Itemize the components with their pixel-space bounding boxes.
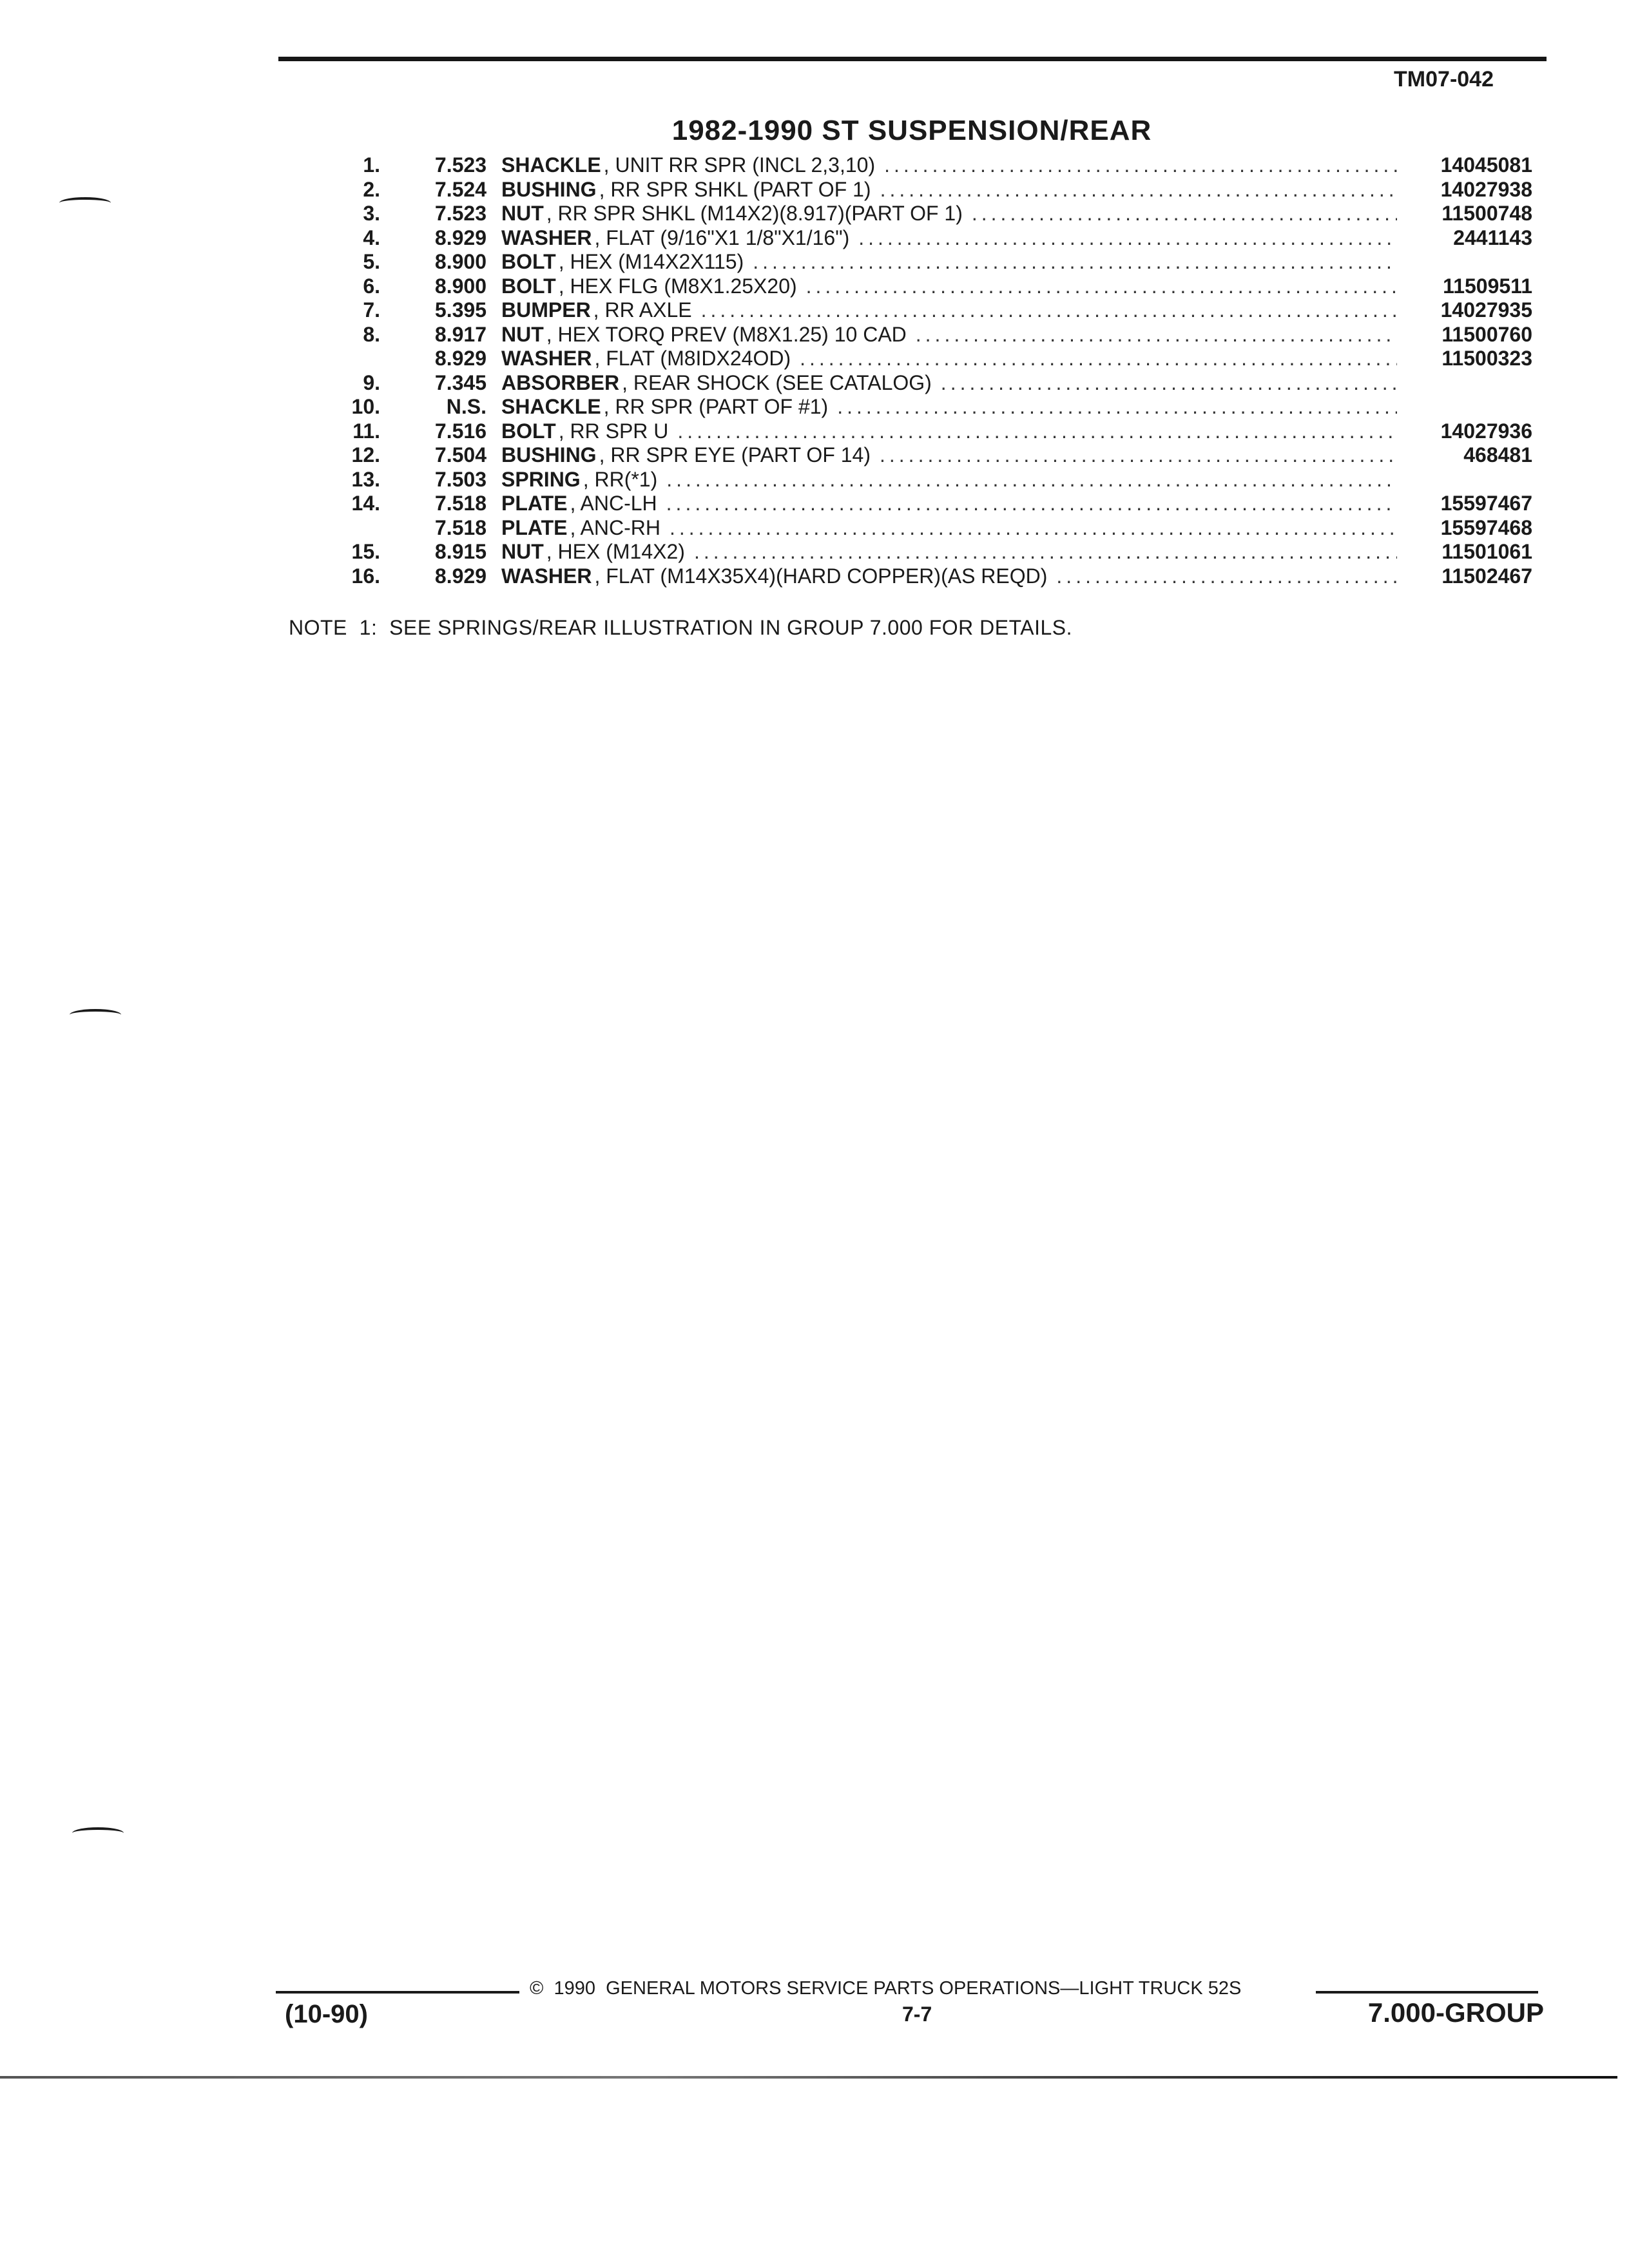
part-description [501,419,1397,444]
part-name: ABSORBER [501,370,620,394]
part-spec: , RR SPR (PART OF #1) [603,395,829,418]
item-number: 6. [363,274,380,298]
dot-leader [916,323,1397,347]
item-number: 3. [363,202,380,225]
part-spec: , HEX FLG (M8X1.25X20) [558,274,797,298]
dot-leader [670,516,1397,541]
part-number: 2441143 [1453,226,1532,249]
group-number: 7.503 [434,467,487,491]
dot-leader [806,274,1397,299]
part-number: 11500748 [1441,202,1532,225]
part-spec: , FLAT (M8IDX24OD) [594,347,791,370]
part-row [0,226,1629,251]
part-name: SHACKLE [501,153,601,177]
part-name: BUSHING [501,443,597,466]
dot-leader [666,492,1397,516]
dot-leader [941,371,1397,396]
part-name: PLATE [501,492,568,515]
part-row [0,395,1629,419]
dot-leader [884,153,1397,178]
group-number: 8.900 [434,274,487,298]
part-number: 11501061 [1441,540,1532,563]
part-description [501,250,1397,274]
part-number: 15597468 [1440,515,1532,539]
group-number: 8.917 [434,322,487,346]
part-number: 11500760 [1441,322,1532,346]
part-name: PLATE [501,515,568,539]
part-row [0,371,1629,396]
part-row [0,323,1629,347]
group-number: 7.518 [434,515,487,539]
part-spec: , HEX TORQ PREV (M8X1.25) 10 CAD [546,322,907,346]
part-number: 11500323 [1441,347,1532,370]
part-number: 11509511 [1443,274,1532,298]
part-name: SHACKLE [501,395,601,418]
part-description [501,202,1397,226]
part-row [0,468,1629,492]
group-number: 7.518 [434,492,487,515]
document-code: TM07-042 [1394,67,1494,91]
group-number: N.S. [446,395,487,418]
dot-leader [880,178,1397,202]
part-name: SPRING [501,467,581,491]
part-number: 15597467 [1440,492,1532,515]
punch-hole-mark [70,1009,121,1021]
part-row [0,516,1629,541]
part-row [0,202,1629,226]
part-name: WASHER [501,226,592,249]
revision-date: (10-90) [285,2000,368,2028]
part-description [501,443,1397,468]
dot-leader [753,250,1397,274]
item-number: 12. [351,443,380,466]
part-row [0,298,1629,323]
group-label: 7.000-GROUP [1367,1997,1544,2028]
group-number: 7.524 [434,177,487,201]
item-number: 11. [352,419,380,443]
group-number: 8.929 [434,564,487,588]
dot-leader [666,468,1397,492]
dot-leader [880,443,1397,468]
part-description [501,564,1397,589]
part-row [0,540,1629,564]
part-spec: , FLAT (M14X35X4)(HARD COPPER)(AS REQD) [594,564,1048,588]
footer-rule [1316,1991,1538,1994]
part-number: 14027936 [1440,419,1532,443]
part-spec: , RR SPR SHKL (M14X2)(8.917)(PART OF 1) [546,202,963,225]
item-number: 1. [363,153,380,177]
part-description [501,468,1397,492]
part-description [501,492,1397,516]
part-description [501,298,1397,323]
dot-leader [837,395,1397,419]
item-number: 14. [351,492,380,515]
part-name: NUT [501,322,544,346]
part-spec: , ANC-RH [570,515,660,539]
part-description [501,274,1397,299]
part-spec: , RR AXLE [593,298,692,322]
part-name: NUT [501,202,544,225]
item-number: 10. [351,395,380,418]
part-name: BUMPER [501,298,591,322]
dot-leader [1056,564,1397,589]
part-number: 11502467 [1441,564,1532,588]
part-spec: , ANC-LH [570,492,657,515]
part-number: 468481 [1463,443,1532,466]
part-description [501,395,1397,419]
group-number: 7.516 [434,419,487,443]
punch-hole-mark [72,1827,124,1839]
part-name: BUSHING [501,177,597,201]
header-rule [278,57,1547,61]
part-description [501,516,1397,541]
group-number: 8.915 [434,540,487,563]
part-name: BOLT [501,274,556,298]
part-row [0,419,1629,444]
group-number: 8.929 [434,226,487,249]
dot-leader [800,347,1397,371]
copyright-notice: © 1990 GENERAL MOTORS SERVICE PARTS OPERATIONS—LIGHT TRUCK 52S [530,1978,1242,1999]
group-number: 8.929 [434,347,487,370]
item-number: 15. [351,540,380,563]
page-title: 1982-1990 ST SUSPENSION/REAR [671,115,1152,146]
part-row [0,347,1629,371]
part-name: BOLT [501,419,556,443]
item-number: 16. [351,564,380,588]
part-row [0,564,1629,589]
dot-leader [701,298,1397,323]
parts-list [0,153,1629,588]
part-spec: , RR SPR U [558,419,669,443]
item-number: 7. [363,298,380,322]
part-spec: , HEX (M14X2X115) [558,250,744,273]
part-spec: , UNIT RR SPR (INCL 2,3,10) [603,153,876,177]
part-name: NUT [501,540,544,563]
dot-leader [972,202,1397,226]
part-spec: , HEX (M14X2) [546,540,685,563]
item-number: 4. [363,226,380,249]
item-number: 9. [363,370,380,394]
part-name: BOLT [501,250,556,273]
part-description [501,347,1397,371]
group-number: 5.395 [434,298,487,322]
page-number: 7-7 [902,2003,932,2026]
item-number: 2. [363,177,380,201]
part-description [501,226,1397,251]
group-number: 7.523 [434,202,487,225]
part-spec: , RR(*1) [583,467,658,491]
part-number: 14027938 [1440,177,1532,201]
part-number: 14027935 [1440,298,1532,322]
item-number: 13. [351,467,380,491]
part-spec: , RR SPR SHKL (PART OF 1) [599,177,871,201]
item-number: 8. [363,322,380,346]
footer-rule [276,1991,519,1994]
part-spec: , REAR SHOCK (SEE CATALOG) [622,370,932,394]
part-row [0,443,1629,468]
part-row [0,178,1629,202]
part-description [501,178,1397,202]
part-row [0,153,1629,178]
part-spec: , FLAT (9/16"X1 1/8"X1/16") [594,226,850,249]
part-name: WASHER [501,564,592,588]
dot-leader [858,226,1397,251]
part-description [501,153,1397,178]
part-row [0,250,1629,274]
part-description [501,540,1397,564]
item-number: 5. [363,250,380,273]
dot-leader [677,419,1397,444]
part-row [0,492,1629,516]
footnote: NOTE 1: SEE SPRINGS/REAR ILLUSTRATION IN GROUP 7.000 FOR DETAILS. [289,616,1073,639]
part-number: 14045081 [1440,153,1532,177]
part-row [0,274,1629,299]
part-name: WASHER [501,347,592,370]
group-number: 7.504 [434,443,487,466]
part-description [501,371,1397,396]
part-description [501,323,1397,347]
group-number: 7.345 [434,370,487,394]
group-number: 7.523 [434,153,487,177]
group-number: 8.900 [434,250,487,273]
dot-leader [694,540,1397,564]
bottom-rule [0,2076,1617,2079]
part-spec: , RR SPR EYE (PART OF 14) [599,443,871,466]
